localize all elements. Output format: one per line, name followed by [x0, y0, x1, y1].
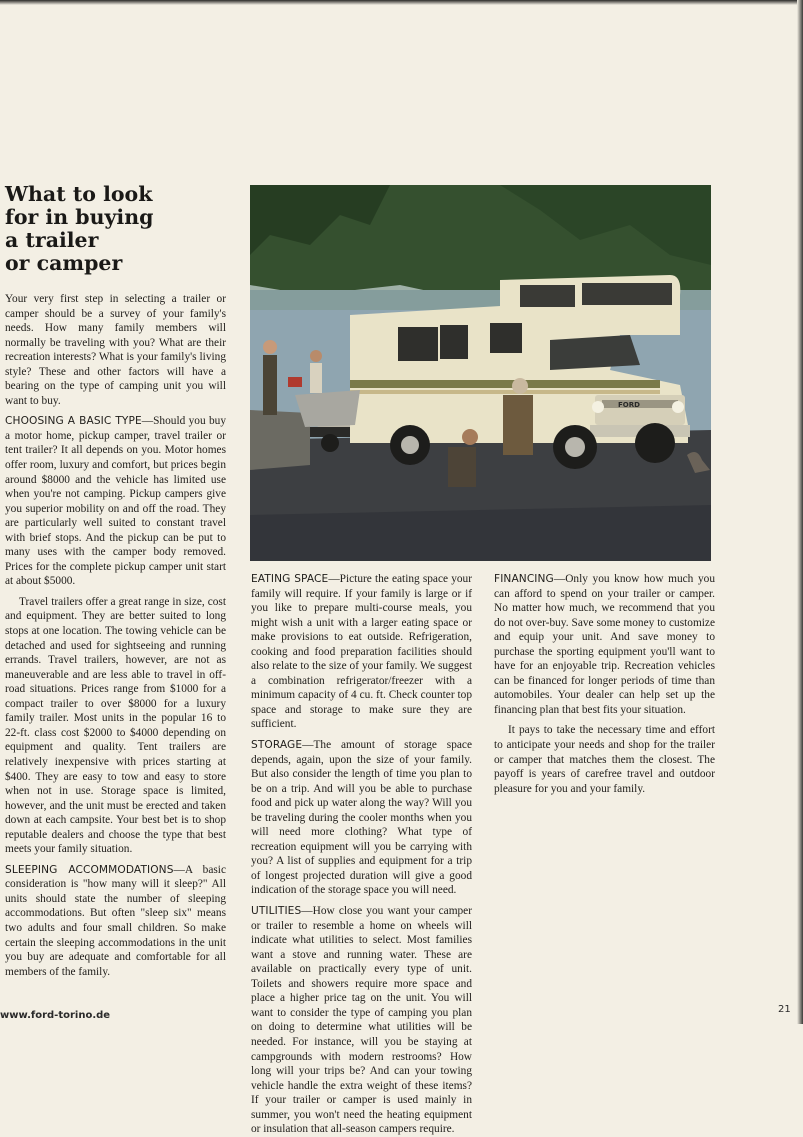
eating-body: —Picture the eating space your family will require. If your family is large or if you like to prepare multi-course meals, you might wish a unit with a larger eating space or make provisions to eat outside. Refrigeration, cooking and food preparation facilities should also relate to the size of your family. We suggest a combination refrigerator/freezer with a minimum capacity of 4 cu. ft. Check counter top space and storage to make sure they are sufficient. [251, 573, 472, 731]
sleeping-body: —A basic consideration is "how many will it sleep?" All units should state the number of sleeping accommodations. But often "sleep six" means two adults and four small children. So make certain the sleeping accommodations in the unit you buy are adequate and comfortable for all members of the family. [5, 863, 226, 978]
headline-line-4: or camper [5, 251, 123, 275]
page-number: 21 [778, 1004, 791, 1015]
basic-type-heading: CHOOSING A BASIC TYPE [5, 415, 142, 428]
basic-type-paragraph [5, 414, 226, 589]
headline [5, 183, 205, 275]
travel-trailers-paragraph: Travel trailers offer a great range in size, cost and equipment. They are better suited to long stops at one location. The towing vehicle can be detached and used for sightseeing and running errands. Travel trailers, however, are not as maneuverable and are less able to travel in off-road situations. Prices range from $1000 for a compact trailer to over $8000 for a luxury family trailer. Most units in the popular 16 to 22-ft. class cost $2000 to $4000 depending on equipment and quality. Tent trailers are relatively inexpensive with prices starting at $400. They are easy to tow and easy to store when not in use. Storage space is limited, however, and the unit must be erected and taken down at each campsite. Your best bet is to shop reputable dealers and choose the type that best meets your family situation. [5, 595, 226, 856]
sleeping-heading: SLEEPING ACCOMMODATIONS [5, 863, 174, 876]
intro-paragraph: Your very first step in selecting a trailer or camper should be a survey of your family's needs. How many family members will normally be traveling with you? What are their recreation interests? What is your family's living style? These and other factors will have a bearing on the type of camping unit you will want to buy. [5, 293, 226, 407]
eating-heading: EATING SPACE [251, 573, 329, 585]
utilities-paragraph [251, 904, 472, 1137]
footer-url: www.ford-torino.de [0, 1010, 111, 1021]
financing-paragraph [494, 572, 715, 717]
headline-line-2: for in buying [5, 205, 154, 229]
utilities-heading: UTILITIES [251, 905, 302, 918]
svg-text:FORD: FORD [618, 401, 640, 409]
column-1 [5, 292, 226, 979]
basic-type-body: —Should you buy a motor home, pickup camper, travel trailer or tent trailer? It all depends on you. Motor homes offer room, luxury and comfort, but prices begin around $8000 and the vehicle has limited use when you're not camping. Pickup campers give you superior mobility on and off the road. They are particularly well suited to constant travel with brief stops. And the pickup can be put to many uses with the camper body removed. Prices for the complete pickup camper unit start at about $5000. [5, 415, 226, 588]
closing-paragraph: It pays to take the necessary time and effort to anticipate your needs and shop for the trailer or camper that matches them the closest. The payoff is years of carefree travel and outdoor pleasure for you and your family. [494, 724, 715, 795]
page-edge-right [797, 0, 803, 1024]
utilities-body-part: —How close you want your camper or trailer to resemble a home on wheels will indicate what utilities to select. Most families want a stove and running water. These are available on practically every type of unit. Toilets and showers require more space and place a higher price tag on the unit. You will want to consider the type of camping you plan on doing to determine what utilities will be needed. For instance, will you be staying at campgrounds with modern restrooms? How long will your trips be? And can your towing vehicle handle the extra weight of these items? If your trailer or camper is used mainly in summer, you won't need the heating equipment or insulation that all-season campers require. [251, 905, 472, 1136]
sleeping-paragraph [5, 863, 226, 979]
eating-paragraph [251, 572, 472, 732]
storage-body: —The amount of storage space depends, again, upon the size of your family. But also consider the length of time you plan to be on a trip. And will you be able to purchase food and pick up water along the way? Will you be traveling during the cooler months when you will need more clothing? What type of recreation equipment will you be carrying with you? A list of supplies and equipment for a trip of longest projected duration will give a good indication of the storage space you will need. [251, 739, 472, 897]
headline-line-3: a trailer [5, 228, 99, 252]
storage-heading: STORAGE [251, 739, 303, 752]
column-2 [251, 572, 472, 1137]
headline-line-1: What to look [5, 182, 153, 206]
column-3 [494, 572, 715, 796]
financing-heading: FINANCING [494, 573, 554, 585]
storage-paragraph [251, 738, 472, 898]
financing-body: —Only you know how much you can afford to spend on your trailer or camper. No matter how much, we recommend that you do not over-buy. Save some money to customize and equip your unit. And save money to purchase the sporting equipment you'll want to have for an enjoyable trip. Recreation vehicles can be financed for longer periods of time than automobiles. Your dealer can help set up the financing plan that best fits your situation. [494, 573, 715, 716]
motor-home-photo [250, 185, 711, 561]
page-edge-top [0, 0, 803, 5]
